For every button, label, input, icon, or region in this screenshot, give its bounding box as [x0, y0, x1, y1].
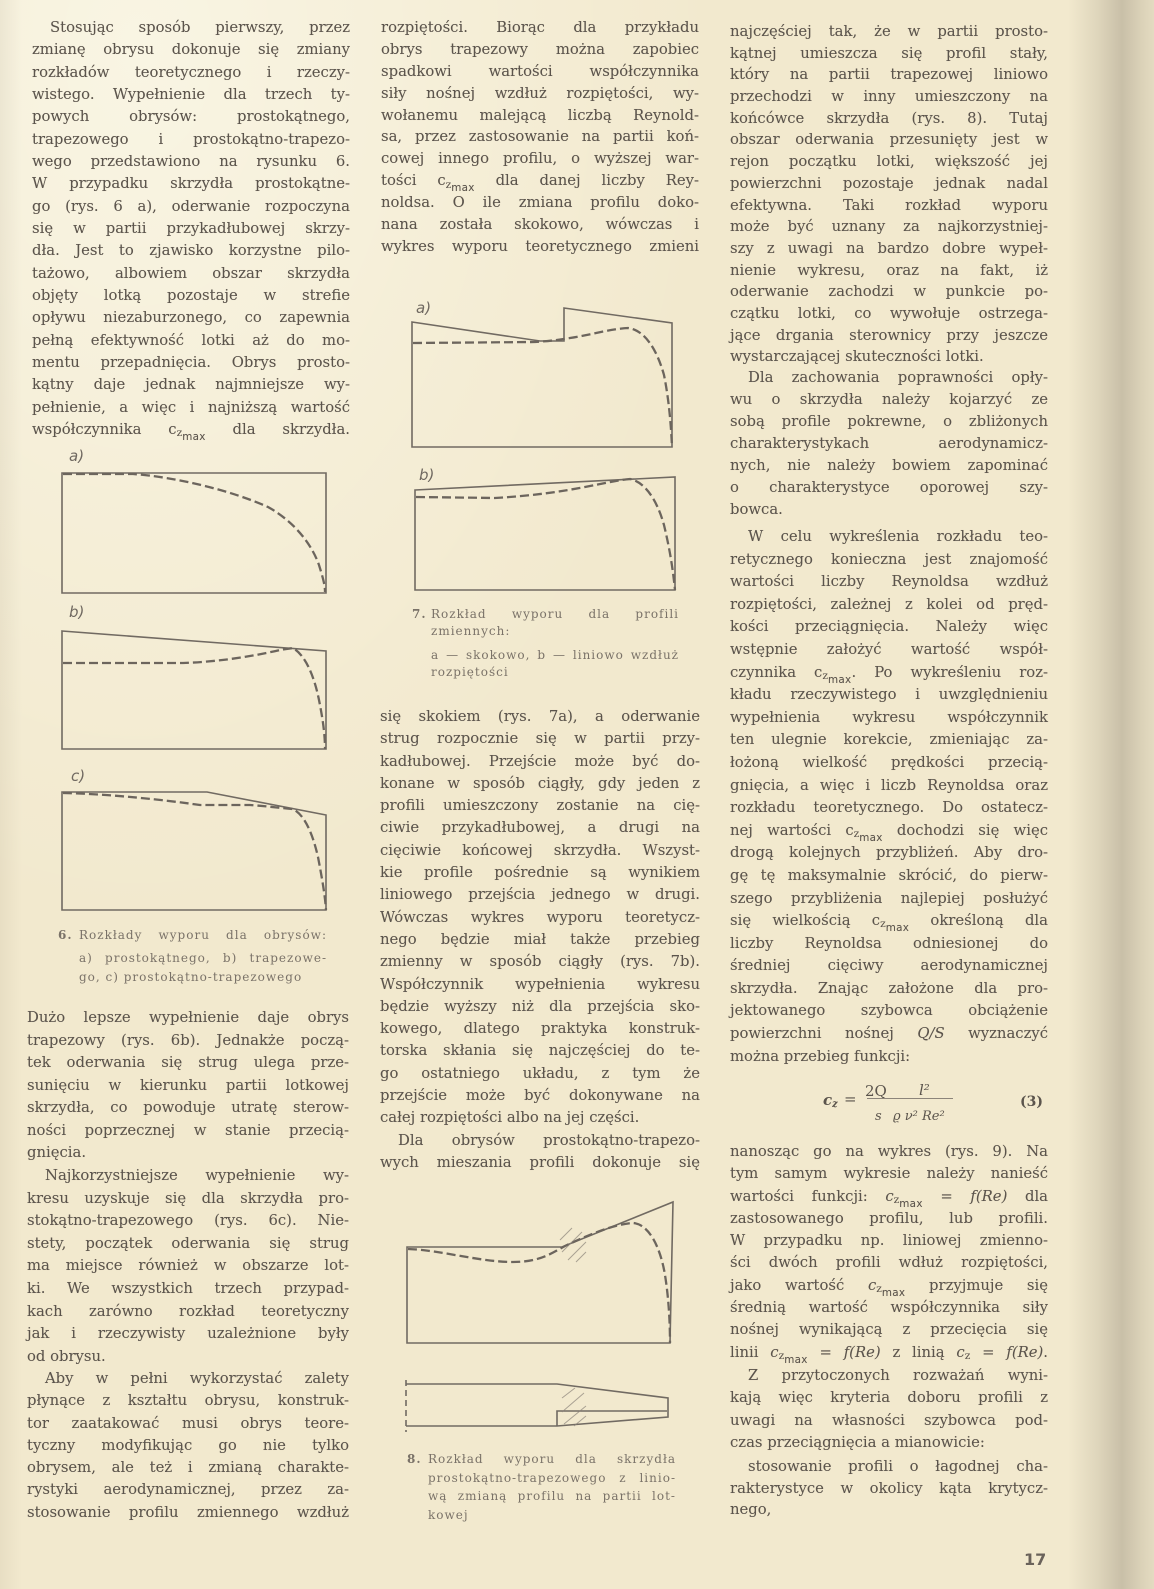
- text-line: wego przedstawiono na rysunku 6.: [32, 152, 350, 170]
- text-line: go, c) prostokątno-trapezowego: [79, 970, 303, 984]
- text-run: dla skrzydła.: [205, 420, 350, 438]
- text-line: można przebieg funkcji:: [730, 1047, 911, 1065]
- text-line: nych, nie należy bowiem zapominać: [730, 457, 1048, 474]
- text-line: tor zaatakować musi obrys teore-: [27, 1414, 349, 1432]
- text-line: się skokiem (rys. 7a), a oderwanie: [380, 708, 700, 725]
- text-run: . Po wykreśleniu roz-: [851, 663, 1049, 681]
- text-line: wych mieszania profili dokonuje się: [380, 1154, 700, 1171]
- text-line: retycznego konieczna jest znajomość: [730, 550, 1048, 568]
- text-line: nośnej wynikającą z przecięcia się: [730, 1321, 1048, 1339]
- text-line: nana została skokowo, wówczas i: [381, 216, 699, 234]
- text-line: skrzydła. Znając założone dla pro-: [730, 979, 1048, 997]
- subscript: max: [827, 673, 852, 686]
- text-line: liniowego przejścia jednego w drugi.: [380, 886, 700, 904]
- text-line: go ostatniego układu, z tym że: [380, 1064, 700, 1082]
- subscript: z: [853, 827, 860, 841]
- text-line: dła. Jest to zjawisko korzystne pilo-: [32, 242, 350, 260]
- text-line: objęty lotką pozostaje w strefie: [32, 286, 350, 304]
- text-line: końcówce skrzydła (rys. 8). Tutaj: [730, 109, 1048, 127]
- text-run: z linią: [880, 1343, 957, 1361]
- text-line: liczby Reynoldsa odniesionej do: [730, 934, 1048, 952]
- text-line: efektywna. Taki rozkład wyporu: [730, 196, 1048, 214]
- panel-label-a: a): [69, 447, 85, 465]
- text-line: [32, 419, 350, 444]
- text-line: strug rozpocznie się w partii przy-: [380, 730, 700, 748]
- text-line: nanosząc go na wykres (rys. 9). Na: [730, 1143, 1048, 1160]
- equals-sign: =: [844, 1090, 857, 1108]
- text-line: zastosowanego profilu, lub profili.: [730, 1209, 1048, 1227]
- text-line: kątny daje jednak najmniejsze wy-: [32, 376, 350, 394]
- text-line: sunięciu w kierunku partii lotkowej: [27, 1076, 349, 1094]
- text-line: czas przeciągnięcia a mianowicie:: [730, 1433, 985, 1451]
- text-line: prostokątno-trapezowego z linio-: [428, 1470, 676, 1485]
- subscript: z: [176, 426, 183, 440]
- text-line: najczęściej tak, że w partii prosto-: [730, 23, 1048, 40]
- text-line: tyczny modyfikując go nie tylko: [27, 1436, 349, 1454]
- text-line: wistego. Wypełnienie dla trzech ty-: [32, 85, 350, 103]
- subscript: z: [964, 1349, 971, 1363]
- text-line: rozkładów teoretycznego i rzeczy-: [32, 63, 350, 81]
- text-line: wu o skrzydła należy kojarzyć ze: [730, 391, 1048, 408]
- subscript: z: [445, 177, 452, 191]
- text-run: linii: [730, 1343, 771, 1361]
- col3-paragraph-4: [730, 1141, 1048, 1364]
- text-run: dla danej liczby Rey-: [474, 172, 699, 190]
- text-line: [730, 662, 1048, 685]
- text-line: Z przytoczonych rozważań wyni-: [748, 1367, 1048, 1384]
- col1-paragraph-1: [32, 17, 350, 444]
- text-line: wołanemu malejącą liczbą Reynold-: [381, 106, 699, 124]
- text-line: stosowanie profili o łagodnej cha-: [748, 1458, 1048, 1475]
- text-line: szy z uwagi na bardzo dobre wypeł-: [730, 239, 1048, 257]
- text-line: [730, 1342, 1048, 1364]
- text-line: średnią wartość współczynnika siły: [730, 1299, 1048, 1317]
- text-line: a) prostokątnego, b) trapezowe-: [79, 951, 327, 965]
- panel-label-a: a): [416, 299, 432, 317]
- italic-symbol: Q/S: [917, 1025, 945, 1043]
- text-line: oderwanie zachodzi w punkcie po-: [730, 283, 1048, 301]
- text-line: rozpiętości: [431, 665, 509, 679]
- col2-paragraph-2: [380, 706, 700, 1130]
- text-line: drogą kolejnych przybliżeń. Aby dro-: [730, 844, 1048, 862]
- text-line: W przypadku skrzydła prostokątne-: [32, 175, 350, 193]
- fraction-2-numerator: l²: [919, 1081, 930, 1099]
- subscript: max: [451, 182, 475, 195]
- text-line: Dla zachowania poprawności opły-: [748, 369, 1048, 386]
- text-line: wystarczającej skuteczności lotki.: [730, 348, 984, 366]
- text-line: W przypadku np. liniowej zmienno-: [730, 1232, 1048, 1250]
- page-number: 17: [1024, 1550, 1047, 1569]
- text-line: przejście może być dokonywane na: [380, 1087, 700, 1105]
- equation-number: (3): [1020, 1094, 1043, 1110]
- col2-paragraph-3: [380, 1130, 700, 1174]
- col3-paragraph-1: [730, 21, 1048, 368]
- text-line: łożoną wielkość prędkości przecią-: [730, 753, 1048, 771]
- text-line: noldsa. O ile zmiana profilu doko-: [381, 194, 699, 212]
- text-line: jektowanego szybowca obciążenie: [730, 1002, 1048, 1020]
- text-line: skrzydła, co powoduje utratę sterow-: [27, 1099, 349, 1116]
- text-line: Wówczas wykres wyporu teoretycz-: [380, 908, 700, 926]
- text-line: rozpiętości, zależnej z kolei od pręd-: [730, 595, 1048, 613]
- text-line: stokątno-trapezowego (rys. 6c). Nie-: [27, 1212, 349, 1230]
- text-run: dochodzi się więc: [882, 821, 1048, 839]
- lift-coefficient-symbol: c: [823, 1091, 833, 1109]
- equation-3: [815, 1075, 1050, 1127]
- subscript: max: [885, 922, 910, 935]
- subscript: max: [881, 1286, 906, 1299]
- text-line: Aby w pełni wykorzystać zalety: [45, 1370, 349, 1387]
- text-line: Współczynnik wypełnienia wykresu: [380, 975, 700, 993]
- panel-label-c: c): [71, 767, 86, 785]
- text-line: kładu rzeczywistego i uwzględnieniu: [730, 686, 1048, 704]
- text-line: wypełnienia wykresu współczynnik: [730, 708, 1048, 726]
- text-run: powierzchni nośnej: [730, 1025, 918, 1043]
- text-line: cowej innego profilu, o wyższej war-: [381, 150, 699, 168]
- text-line: ności poprzecznej w stanie przecią-: [27, 1121, 349, 1139]
- text-line: gę tę maksymalnie skrócić, do pierw-: [730, 866, 1048, 884]
- text-line: powych obrysów: prostokątnego,: [32, 108, 350, 126]
- italic-symbol: c: [867, 1276, 877, 1294]
- panel-label-b: b): [69, 603, 85, 621]
- text-run: =: [970, 1343, 1007, 1361]
- text-line: trapezowego i prostokątno-trapezo-: [32, 130, 350, 148]
- text-line: pełnienie, a więc i najniższą wartość: [32, 398, 350, 416]
- italic-symbol: f(Re): [843, 1343, 881, 1361]
- text-line: tażowo, albowiem obszar skrzydła: [32, 264, 350, 282]
- italic-symbol: c: [956, 1343, 965, 1361]
- text-line: kresu uzyskuje się dla skrzydła pro-: [27, 1189, 349, 1207]
- text-line: rozpiętości. Biorąc dla przykładu: [381, 19, 699, 36]
- col1-paragraph-3: [27, 1165, 349, 1368]
- text-line: ciwie przykadłubowej, a drugi na: [380, 819, 700, 837]
- text-line: stosowanie profilu zmiennego wzdłuż: [27, 1503, 349, 1521]
- subscript: z: [880, 917, 886, 931]
- text-run: .: [1043, 1343, 1048, 1361]
- text-line: gnięcia, a więc i liczb Reynoldsa oraz: [730, 776, 1048, 794]
- text-run: wyznaczyć: [944, 1025, 1049, 1043]
- text-line: [730, 910, 1048, 933]
- figure-6-caption-text: [79, 926, 327, 987]
- text-line: opływu niezaburzonego, co zapewnia: [32, 309, 350, 327]
- text-line: wą zmianą profilu na partii lot-: [428, 1489, 676, 1504]
- text-line: go (rys. 6 a), oderwanie rozpoczyna: [32, 197, 350, 215]
- text-line: kości przeciągnięcia. Należy więc: [730, 618, 1048, 636]
- text-line: kowej: [428, 1508, 469, 1523]
- text-line: może być uznany za najkorzystniej-: [730, 218, 1048, 236]
- text-line: ki. We wszystkich trzech przypad-: [27, 1279, 349, 1297]
- text-line: [730, 1023, 1048, 1046]
- text-line: profili umieszczony zostanie na cię-: [380, 797, 700, 815]
- text-line: Rozkład wyporu dla profili: [431, 607, 679, 621]
- text-line: [730, 1275, 1048, 1297]
- fraction-bar: [867, 1098, 953, 1099]
- text-run: określoną dla: [909, 912, 1048, 930]
- text-line: siły nośnej wzdłuż rozpiętości, wy-: [381, 84, 699, 102]
- text-run: jako wartość: [730, 1276, 868, 1294]
- fraction-1-numerator: 2Q: [865, 1082, 887, 1100]
- text-run: dla: [1007, 1187, 1048, 1205]
- text-line: Stosując sposób pierwszy, przez: [50, 19, 350, 36]
- subscript: z: [893, 1192, 900, 1206]
- text-line: przechodzi w inny umieszczony na: [730, 88, 1048, 106]
- text-line: uwagi na własności szybowca pod-: [730, 1411, 1048, 1429]
- figure-8-caption-text: [428, 1450, 676, 1525]
- text-line: W celu wykreślenia rozkładu teo-: [748, 528, 1048, 545]
- text-line: ma miejsce również w obszarze lot-: [27, 1257, 349, 1275]
- col3-paragraph-3: [730, 526, 1048, 1068]
- text-line: ten ulegnie korekcie, zmieniając za-: [730, 731, 1048, 749]
- italic-symbol: f(Re): [1006, 1343, 1044, 1361]
- subscript: z: [822, 668, 828, 682]
- fraction-1-denominator: s: [875, 1109, 882, 1124]
- text-line: powierzchni pozostaje jednak nadal: [730, 174, 1048, 192]
- text-run: się wielkością c: [730, 912, 881, 930]
- text-line: wartości liczby Reynoldsa wzdłuż: [730, 573, 1048, 591]
- text-line: pełną efektywność lotki aż do mo-: [32, 331, 350, 349]
- subscript: max: [899, 1197, 923, 1210]
- text-line: kie profile pośrednie są wynikiem: [380, 864, 700, 882]
- text-line: czątku lotki, co wywołuje ostrzega-: [730, 304, 1048, 322]
- text-line: sobą profile pokrewne, o zbliżonych: [730, 413, 1048, 430]
- text-line: obrys trapezowy można zapobiec: [381, 40, 699, 58]
- text-line: cięciwie końcowej skrzydła. Wszyst-: [380, 841, 700, 859]
- text-line: rystyki aerodynamicznej, przez za-: [27, 1481, 349, 1499]
- text-line: trapezowy (rys. 6b). Jednakże począ-: [27, 1031, 349, 1049]
- text-run: wartości funkcji:: [730, 1187, 886, 1205]
- text-line: nienie wykresu, oraz na fakt, iż: [730, 261, 1048, 279]
- col2-paragraph-1: [381, 17, 699, 258]
- text-line: spadkowi wartości współczynnika: [381, 62, 699, 80]
- subscript: max: [182, 431, 206, 444]
- text-line: szego przybliżenia najlepiej posłużyć: [730, 889, 1048, 907]
- text-line: kają więc kryteria doboru profili z: [730, 1389, 1048, 1407]
- text-line: mentu przepadnięcia. Obrys prosto-: [32, 353, 350, 371]
- text-line: średniej cięciwy aerodynamicznej: [730, 957, 1048, 975]
- text-run: czynnika c: [730, 663, 823, 681]
- italic-symbol: f(Re): [970, 1187, 1008, 1205]
- text-line: Rozkład wyporu dla skrzydła: [428, 1452, 676, 1466]
- subscript: max: [784, 1353, 808, 1366]
- text-line: stety, początek oderwania się strug: [27, 1234, 349, 1252]
- text-line: całej rozpiętości albo na jej części.: [380, 1109, 640, 1127]
- col1-paragraph-4: [27, 1368, 349, 1524]
- figure-6-number: 6.: [58, 928, 73, 942]
- subscript: max: [859, 831, 883, 844]
- text-line: wstępnie założyć wartość współ-: [730, 640, 1048, 658]
- italic-symbol: c: [885, 1187, 894, 1205]
- text-run: nej wartości c: [730, 821, 854, 839]
- text-line: kadłubowej. Przejście może być do-: [380, 752, 700, 770]
- text-line: zmiennych:: [431, 624, 511, 638]
- col3-paragraph-2: [730, 367, 1048, 521]
- text-line: obrysem, ale też i zmianą charakte-: [27, 1459, 349, 1477]
- text-line: Dla obrysów prostokątno-trapezo-: [398, 1132, 700, 1149]
- text-line: tek oderwania się strug ulega prze-: [27, 1054, 349, 1071]
- fraction-2-denominator: ϱ ν² Re²: [893, 1109, 945, 1124]
- subscript: z: [778, 1349, 785, 1363]
- text-line: rakterystyce w okolicy kąta krytycz-: [730, 1479, 1048, 1497]
- col1-paragraph-2: [27, 1007, 349, 1165]
- text-line: płynące z kształtu obrysu, konstruk-: [27, 1392, 349, 1410]
- col3-paragraph-6: [730, 1456, 1048, 1521]
- text-line: bowca.: [730, 501, 783, 518]
- text-run: =: [922, 1187, 971, 1205]
- text-line: gnięcia.: [27, 1144, 87, 1161]
- text-line: rozkładu teoretycznego. Do ostatecz-: [730, 799, 1048, 817]
- italic-symbol: c: [770, 1343, 779, 1361]
- text-line: [381, 170, 699, 195]
- text-line: rejon początku lotki, większość jej: [730, 153, 1048, 171]
- text-line: jące drgania sterownicy przy jeszcze: [730, 326, 1048, 344]
- text-line: torska skłania się najczęściej do te-: [380, 1042, 700, 1060]
- text-line: zmienny w sposób ciągły (rys. 7b).: [380, 953, 700, 971]
- text-line: sa, przez zastosowanie na partii koń-: [381, 128, 699, 146]
- text-run: tości c: [381, 172, 446, 190]
- text-line: który na partii trapezowej liniowo: [730, 66, 1048, 84]
- figure-7-caption-text: [431, 606, 679, 681]
- figure-7-number: 7.: [412, 607, 427, 621]
- text-line: Najkorzystniejsze wypełnienie wy-: [45, 1167, 349, 1184]
- text-line: o charakterystyce oporowej szy-: [730, 479, 1048, 496]
- text-line: kach zarówno rozkład teoretyczny: [27, 1302, 349, 1320]
- text-line: kowego, dlatego praktyka konstruk-: [380, 1020, 700, 1038]
- text-line: wykres wyporu teoretycznego zmieni: [381, 237, 699, 255]
- text-line: Dużo lepsze wypełnienie daje obrys: [27, 1009, 349, 1026]
- text-line: [730, 1186, 1048, 1208]
- lift-coefficient-subscript: z: [832, 1099, 838, 1111]
- text-line: ści dwóch profili wdłuż rozpiętości,: [730, 1254, 1048, 1272]
- text-line: nego będzie miał także przebieg: [380, 930, 700, 948]
- text-line: a — skokowo, b — liniowo wzdłuż: [431, 648, 679, 662]
- text-line: zmianę obrysu dokonuje się zmiany: [32, 41, 350, 59]
- text-line: nego,: [730, 1501, 772, 1518]
- text-line: się w partii przykadłubowej skrzy-: [32, 219, 350, 237]
- text-line: tym samym wykresie należy nanieść: [730, 1165, 1048, 1183]
- text-line: Rozkłady wyporu dla obrysów:: [79, 928, 327, 942]
- text-line: [730, 820, 1048, 843]
- text-run: przyjmuje się: [905, 1276, 1048, 1294]
- equation-lhs: [823, 1090, 838, 1113]
- col3-paragraph-5: [730, 1365, 1048, 1454]
- text-line: jak i rzeczywisty uzależnione były: [27, 1325, 349, 1343]
- figure-8-number: 8.: [407, 1452, 422, 1466]
- text-line: charakterystykach aerodynamicz-: [730, 435, 1048, 452]
- text-line: będzie wyższy niż dla przejścia sko-: [380, 997, 700, 1015]
- text-line: konane w sposób ciągły, gdy jeden z: [380, 774, 700, 792]
- text-line: kątnej umieszcza się profil stały,: [730, 44, 1048, 62]
- text-line: od obrysu.: [27, 1347, 106, 1365]
- subscript: z: [876, 1282, 882, 1296]
- text-run: =: [807, 1343, 844, 1361]
- panel-label-b: b): [419, 466, 435, 484]
- text-line: obszar oderwania przesunięty jest w: [730, 131, 1048, 149]
- text-run: współczynnika c: [32, 420, 177, 438]
